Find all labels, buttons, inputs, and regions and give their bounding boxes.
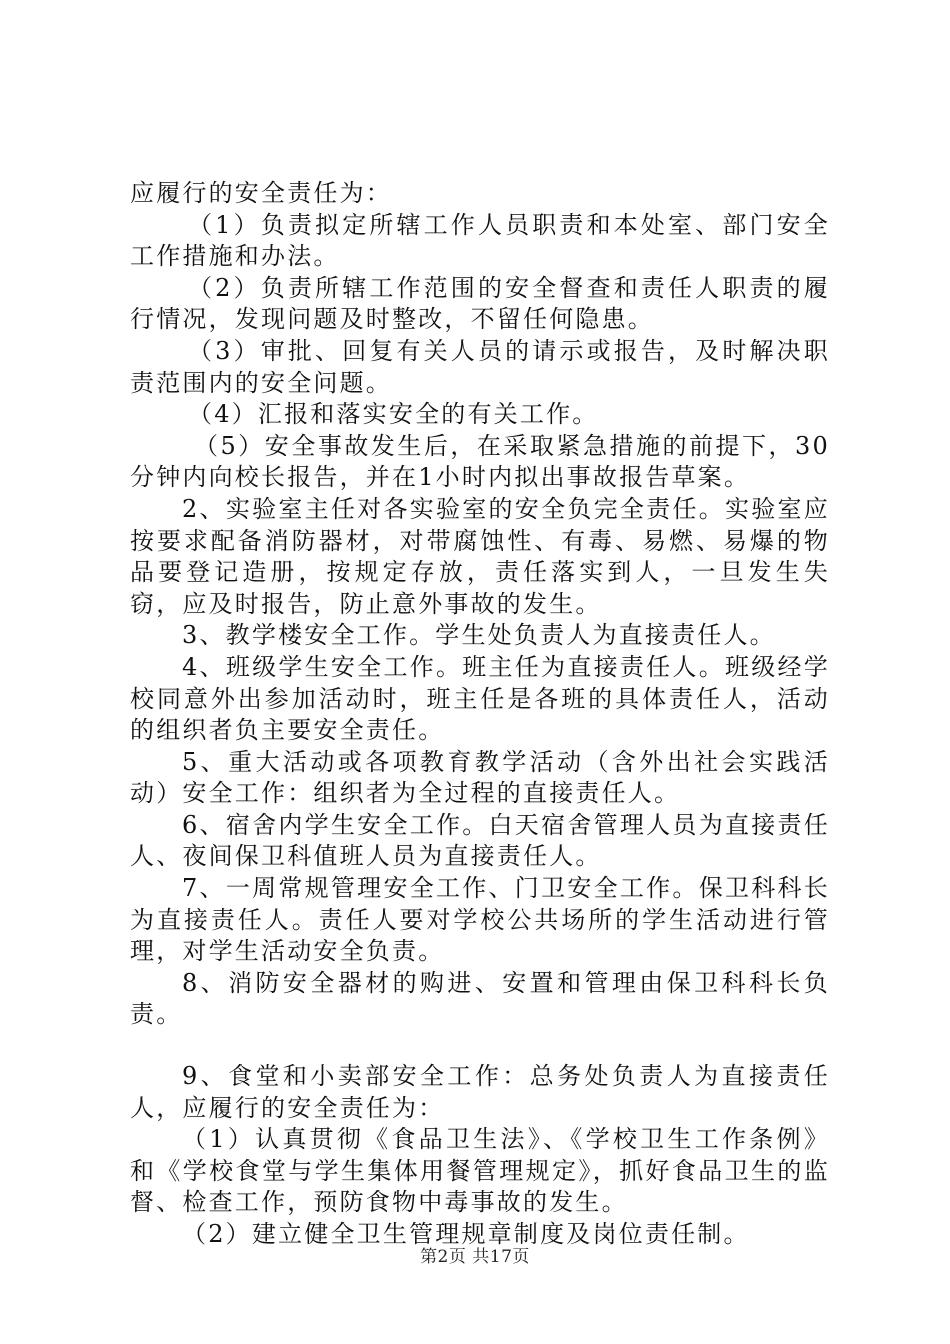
paragraph: （3）审批、回复有关人员的请示或报告，及时解决职责范围内的安全问题。 [130,336,830,397]
paragraph: （4）汇报和落实安全的有关工作。 [188,400,599,429]
paragraph: 6、宿舍内学生安全工作。白天宿舍管理人员为直接责任人、夜间保卫科值班人员为直接责任人。 [130,810,830,871]
page-number-footer: 第2页 共17页 [420,1247,530,1267]
paragraph: 应履行的安全责任为： [130,179,392,207]
paragraph: （2）负责所辖工作范围的安全督查和责任人职责的履行情况，发现问题及时整改，不留任何隐患。 [130,273,830,334]
paragraph: （5）安全事故发生后，在采取紧急措施的前提下，30分钟内向校长报告，并在1小时内拟出事故报告草案。 [130,431,830,492]
paragraph: 7、一周常规管理安全工作、门卫安全工作。保卫科科长为直接责任人。责任人要对学校公共场所的学生活动进行管理，对学生活动安全负责。 [130,874,830,966]
paragraph: （1）认真贯彻《食品卫生法》、《学校卫生工作条例》和《学校食堂与学生集体用餐管理规定》，抓好食品卫生的监督、检查工作，预防食物中毒事故的发生。 [130,1125,830,1217]
paragraph: 8、消防安全器材的购进、安置和管理由保卫科科长负责。 [130,968,830,1029]
paragraph: （2）建立健全卫生管理规章制度及岗位责任制。 [182,1220,750,1248]
paragraph: 5、重大活动或各项教育教学活动（含外出社会实践活动）安全工作：组织者为全过程的直接责任人。 [130,747,830,808]
paragraph: 4、班级学生安全工作。班主任为直接责任人。班级经学校同意外出参加活动时，班主任是各班的具体责任人，活动的组织者负主要安全责任。 [130,652,830,745]
paragraph: 9、食堂和小卖部安全工作：总务处负责人为直接责任人，应履行的安全责任为： [130,1062,830,1122]
paragraph: 3、教学楼安全工作。学生处负责人为直接责任人。 [182,621,776,650]
document-body [130,178,830,1251]
paragraph: 2、实验室主任对各实验室的安全负完全责任。实验室应按要求配备消防器材，对带腐蚀性、有毒、易燃、易爆的物品要登记造册，按规定存放，责任落实到人，一旦发生失窃，应及时报告，防止意外事故的发生。 [130,494,830,618]
paragraph: （1）负责拟定所辖工作人员职责和本处室、部门安全工作措施和办法。 [130,210,830,271]
